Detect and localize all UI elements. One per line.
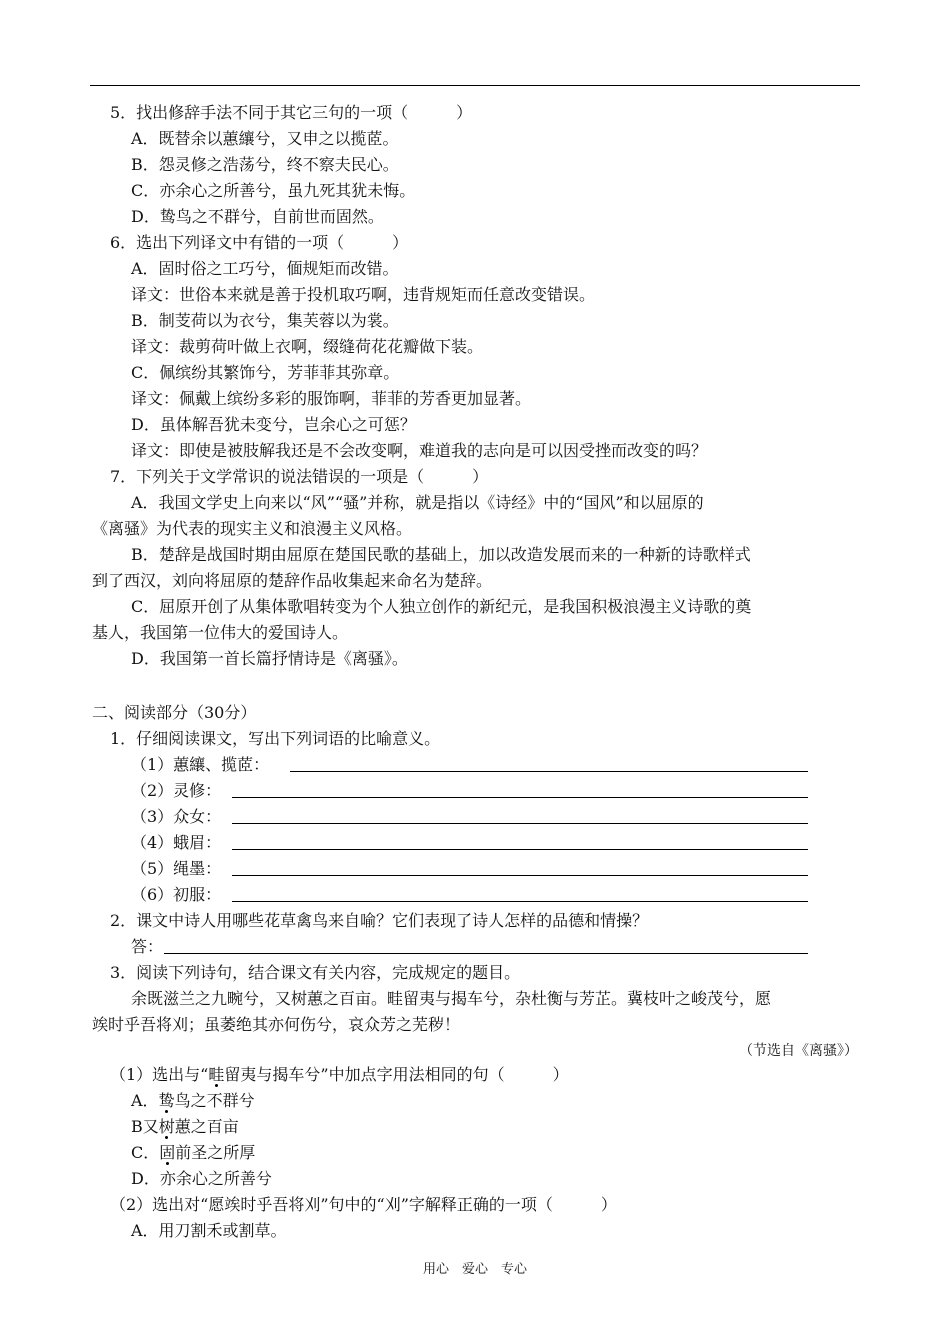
r2-answer-label: 答： — [131, 937, 164, 956]
r1-item-3-label: （3）众女： — [131, 807, 222, 826]
r3-passage-line2: 竢时乎吾将刈；虽萎绝其亦何伤兮，哀众芳之芜秽！ — [92, 1015, 461, 1034]
reading-q3-stem: 3．阅读下列诗句，结合课文有关内容，完成规定的题目。 — [110, 963, 521, 982]
r2-answer-blank[interactable] — [164, 953, 808, 954]
q7-option-b-line1: B．楚辞是战国时期由屈原在楚国民歌的基础上，加以改造发展而来的一种新的诗歌样式 — [131, 545, 751, 564]
q6-option-a: A．固时俗之工巧兮，偭规矩而改错。 — [131, 259, 399, 278]
section-2-title: 二、阅读部分（30分） — [92, 703, 257, 722]
r3-sub1-option-d: D．亦余心之所善兮 — [131, 1169, 272, 1188]
q5-option-b: B．怨灵修之浩荡兮，终不察夫民心。 — [131, 155, 399, 174]
q6-option-c: C．佩缤纷其繁饰兮，芳菲菲其弥章。 — [131, 363, 400, 382]
q7-option-a-line1: A．我国文学史上向来以“风”“骚”并称，就是指以《诗经》中的“国风”和以屈原的 — [131, 493, 704, 512]
question-6-stem: 6．选出下列译文中有错的一项（ ） — [110, 233, 409, 252]
r1-item-5-blank[interactable] — [232, 875, 808, 876]
r1-item-4-blank[interactable] — [232, 849, 808, 850]
r1-item-6-label: （6）初服： — [131, 885, 222, 904]
question-7-stem: 7．下列关于文学常识的说法错误的一项是（ ） — [110, 467, 489, 486]
q5-option-a: A．既替余以蕙纕兮，又申之以揽茝。 — [131, 129, 399, 148]
r1-item-5-label: （5）绳墨： — [131, 859, 222, 878]
r1-item-1-blank[interactable] — [290, 771, 808, 772]
r3-sub1-option-a: A．鸷鸟之不群兮 — [131, 1091, 255, 1110]
reading-q2-stem: 2．课文中诗人用哪些花草禽鸟来自喻？它们表现了诗人怎样的品德和情操？ — [110, 911, 649, 930]
q7-option-c-line2: 基人，我国第一位伟大的爱国诗人。 — [92, 623, 349, 642]
r3-sub1-option-b: B又树蕙之百亩 — [131, 1117, 239, 1136]
r3-sub1-option-c: C．固前圣之所厚 — [131, 1143, 256, 1162]
q6-translation-a: 译文：世俗本来就是善于投机取巧啊，违背规矩而任意改变错误。 — [131, 285, 596, 304]
r1-item-3-blank[interactable] — [232, 823, 808, 824]
reading-q1-stem: 1．仔细阅读课文，写出下列词语的比喻意义。 — [110, 729, 441, 748]
header-rule — [90, 85, 860, 86]
r3-passage-line1: 余既滋兰之九畹兮，又树蕙之百亩。畦留夷与揭车兮，杂杜衡与芳芷。冀枝叶之峻茂兮，愿 — [131, 989, 772, 1008]
q7-option-d: D．我国第一首长篇抒情诗是《离骚》。 — [131, 649, 408, 668]
r1-item-6-blank[interactable] — [232, 901, 808, 902]
question-5-stem: 5．找出修辞手法不同于其它三句的一项（ ） — [110, 103, 473, 122]
r1-item-2-label: （2）灵修： — [131, 781, 222, 800]
r3-source: （节选自《离骚》） — [739, 1043, 858, 1059]
r1-item-1-label: （1）蕙纕、揽茝： — [131, 755, 270, 774]
q6-option-d: D．虽体解吾犹未变兮，岂余心之可惩？ — [131, 415, 416, 434]
page-footer: 用心 爱心 专心 — [422, 1262, 527, 1277]
q5-option-c: C．亦余心之所善兮，虽九死其犹未悔。 — [131, 181, 416, 200]
q6-translation-c: 译文：佩戴上缤纷多彩的服饰啊，菲菲的芳香更加显著。 — [131, 389, 532, 408]
q6-option-b: B．制芰荷以为衣兮，集芙蓉以为裳。 — [131, 311, 399, 330]
q7-option-c-line1: C．屈原开创了从集体歌唱转变为个人独立创作的新纪元，是我国积极浪漫主义诗歌的奠 — [131, 597, 752, 616]
r1-item-4-label: （4）蛾眉： — [131, 833, 222, 852]
q7-option-a-line2: 《离骚》为代表的现实主义和浪漫主义风格。 — [92, 519, 413, 538]
q6-translation-b: 译文：裁剪荷叶做上衣啊，缀缝荷花花瓣做下装。 — [131, 337, 484, 356]
r3-sub2-stem: （2）选出对“愿竢时乎吾将刈”句中的“刈”字解释正确的一项（ ） — [110, 1195, 617, 1214]
r1-item-2-blank[interactable] — [232, 797, 808, 798]
r3-sub1-dotted-char: 畦 — [208, 1065, 225, 1084]
q6-translation-d: 译文：即使是被肢解我还是不会改变啊，难道我的志向是可以因受挫而改变的吗？ — [131, 441, 708, 460]
r3-sub1-stem: （1）选出与“畦留夷与揭车兮”中加点字用法相同的句（ ） — [110, 1065, 569, 1084]
q5-option-d: D．鸷鸟之不群兮，自前世而固然。 — [131, 207, 384, 226]
r3-sub2-option-a: A．用刀割禾或割草。 — [131, 1221, 287, 1240]
q7-option-b-line2: 到了西汉，刘向将屈原的楚辞作品收集起来命名为楚辞。 — [92, 571, 493, 590]
